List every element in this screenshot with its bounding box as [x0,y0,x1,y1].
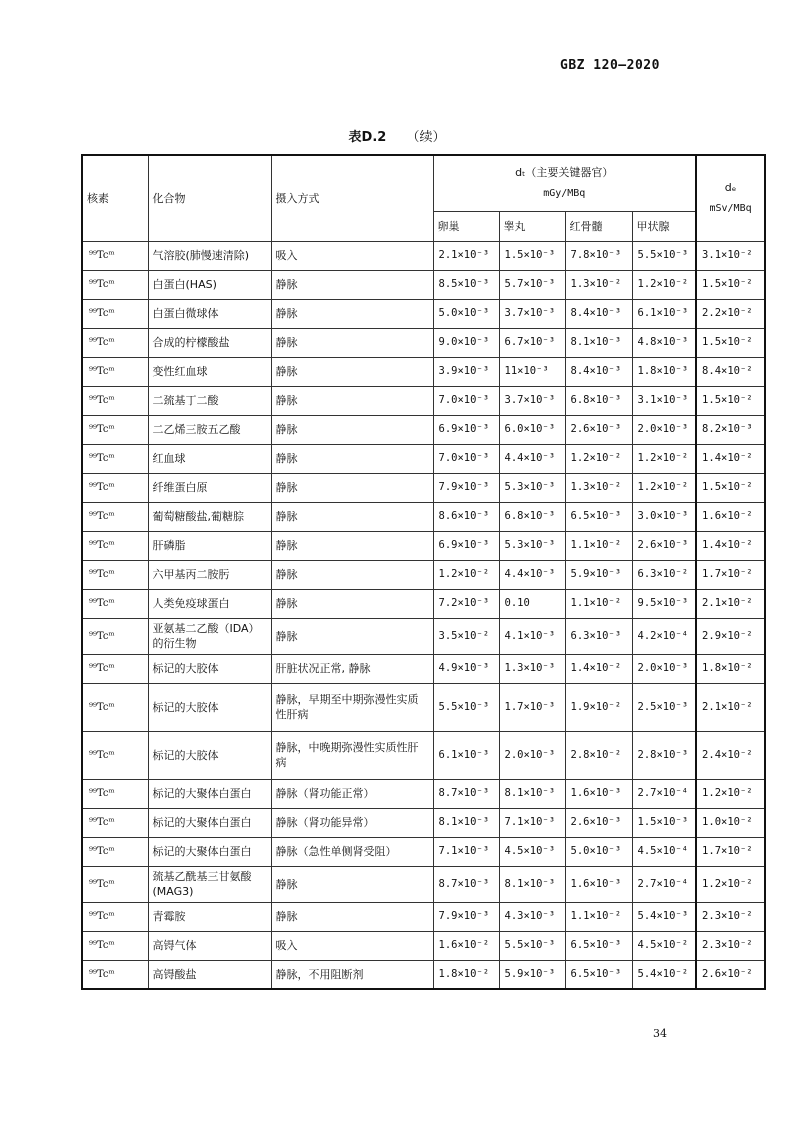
intake-cell: 静脉 [271,415,433,444]
intake-cell: 静脉 [271,560,433,589]
red-marrow-dose-cell: 1.6×10⁻³ [565,866,632,902]
thyroid-dose-cell: 2.8×10⁻³ [632,731,696,779]
thyroid-dose-cell: 5.4×10⁻³ [632,902,696,931]
effective-dose-cell: 1.2×10⁻² [696,779,765,808]
thyroid-dose-cell: 4.5×10⁻² [632,931,696,960]
red-marrow-dose-cell: 2.8×10⁻² [565,731,632,779]
effective-dose-cell: 8.2×10⁻³ [696,415,765,444]
compound-cell: 人类免疫球蛋白 [148,589,271,618]
red-marrow-dose-cell: 6.5×10⁻³ [565,502,632,531]
compound-cell: 标记的大聚体白蛋白 [148,837,271,866]
effective-dose-cell: 2.6×10⁻² [696,960,765,989]
compound-cell: 白蛋白微球体 [148,299,271,328]
ovary-dose-cell: 4.9×10⁻³ [433,654,499,683]
red-marrow-dose-cell: 8.1×10⁻³ [565,328,632,357]
red-marrow-dose-cell: 1.6×10⁻³ [565,779,632,808]
red-marrow-dose-cell: 7.8×10⁻³ [565,241,632,270]
table-row [82,473,765,502]
effective-dose-cell: 1.5×10⁻² [696,473,765,502]
table-row [82,415,765,444]
intake-cell: 静脉 [271,328,433,357]
effective-dose-cell: 1.7×10⁻² [696,560,765,589]
thyroid-dose-cell: 2.5×10⁻³ [632,683,696,731]
table-body [82,241,765,989]
table-row [82,357,765,386]
dt-description: （主要关键器官） [525,166,614,180]
ovary-dose-cell: 7.9×10⁻³ [433,902,499,931]
ovary-dose-cell: 7.2×10⁻³ [433,589,499,618]
compound-cell: 高锝酸盐 [148,960,271,989]
table-row [82,866,765,902]
nuclide-cell: ⁹⁹Tcᵐ [82,386,148,415]
intake-cell: 静脉（肾功能正常） [271,779,433,808]
thyroid-dose-cell: 4.2×10⁻⁴ [632,618,696,654]
nuclide-cell: ⁹⁹Tcᵐ [82,837,148,866]
header-effective-dose [696,155,765,241]
testis-dose-cell: 3.7×10⁻³ [499,299,565,328]
thyroid-dose-cell: 2.0×10⁻³ [632,415,696,444]
compound-cell: 青霉胺 [148,902,271,931]
thyroid-dose-cell: 5.4×10⁻² [632,960,696,989]
nuclide-cell: ⁹⁹Tcᵐ [82,931,148,960]
ovary-dose-cell: 8.5×10⁻³ [433,270,499,299]
compound-cell: 标记的大胶体 [148,731,271,779]
ovary-dose-cell: 1.6×10⁻² [433,931,499,960]
thyroid-dose-cell: 3.1×10⁻³ [632,386,696,415]
compound-cell: 标记的大胶体 [148,654,271,683]
effective-dose-cell: 2.2×10⁻² [696,299,765,328]
nuclide-cell: ⁹⁹Tcᵐ [82,357,148,386]
header-nuclide: 核素 [82,155,148,241]
ovary-dose-cell: 8.7×10⁻³ [433,779,499,808]
table-row [82,502,765,531]
table-row [82,328,765,357]
testis-dose-cell: 8.1×10⁻³ [499,866,565,902]
intake-cell: 静脉（急性单侧肾受阻） [271,837,433,866]
effective-dose-cell: 2.1×10⁻² [696,683,765,731]
thyroid-dose-cell: 6.1×10⁻³ [632,299,696,328]
testis-dose-cell: 5.3×10⁻³ [499,531,565,560]
header-thyroid: 甲状腺 [632,211,696,241]
red-marrow-dose-cell: 5.9×10⁻³ [565,560,632,589]
testis-dose-cell: 7.1×10⁻³ [499,808,565,837]
intake-cell: 静脉 [271,618,433,654]
ovary-dose-cell: 6.1×10⁻³ [433,731,499,779]
table-row [82,618,765,654]
intake-cell: 静脉，早期至中期弥漫性实质性肝病 [271,683,433,731]
compound-cell: 二巯基丁二酸 [148,386,271,415]
testis-dose-cell: 1.5×10⁻³ [499,241,565,270]
table-row [82,960,765,989]
red-marrow-dose-cell: 6.3×10⁻³ [565,618,632,654]
effective-dose-cell: 2.3×10⁻² [696,902,765,931]
nuclide-cell: ⁹⁹Tcᵐ [82,960,148,989]
header-testis: 睾丸 [499,211,565,241]
thyroid-dose-cell: 4.8×10⁻³ [632,328,696,357]
nuclide-cell: ⁹⁹Tcᵐ [82,502,148,531]
red-marrow-dose-cell: 1.1×10⁻² [565,589,632,618]
header-compound: 化合物 [148,155,271,241]
page-number: 34 [653,1027,667,1040]
thyroid-dose-cell: 1.2×10⁻² [632,473,696,502]
nuclide-cell: ⁹⁹Tcᵐ [82,560,148,589]
effective-dose-cell: 1.6×10⁻² [696,502,765,531]
nuclide-cell: ⁹⁹Tcᵐ [82,241,148,270]
intake-cell: 静脉 [271,502,433,531]
compound-cell: 六甲基丙二胺肟 [148,560,271,589]
table-row [82,731,765,779]
testis-dose-cell: 2.0×10⁻³ [499,731,565,779]
nuclide-cell: ⁹⁹Tcᵐ [82,444,148,473]
table-row [82,241,765,270]
intake-cell: 静脉（肾功能异常） [271,808,433,837]
compound-cell: 纤维蛋白原 [148,473,271,502]
nuclide-cell: ⁹⁹Tcᵐ [82,270,148,299]
ovary-dose-cell: 5.5×10⁻³ [433,683,499,731]
ovary-dose-cell: 7.9×10⁻³ [433,473,499,502]
header-red-marrow: 红骨髓 [565,211,632,241]
nuclide-cell: ⁹⁹Tcᵐ [82,866,148,902]
thyroid-dose-cell: 5.5×10⁻³ [632,241,696,270]
testis-dose-cell: 5.3×10⁻³ [499,473,565,502]
testis-dose-cell: 0.10 [499,589,565,618]
compound-cell: 肝磷脂 [148,531,271,560]
compound-cell: 高锝气体 [148,931,271,960]
ovary-dose-cell: 3.5×10⁻² [433,618,499,654]
compound-cell: 变性红血球 [148,357,271,386]
header-organ-dose [433,155,696,211]
red-marrow-dose-cell: 1.1×10⁻² [565,531,632,560]
nuclide-cell: ⁹⁹Tcᵐ [82,779,148,808]
table-row [82,560,765,589]
table-row [82,837,765,866]
effective-dose-cell: 1.8×10⁻² [696,654,765,683]
thyroid-dose-cell: 3.0×10⁻³ [632,502,696,531]
testis-dose-cell: 6.0×10⁻³ [499,415,565,444]
red-marrow-dose-cell: 6.5×10⁻³ [565,931,632,960]
compound-cell: 亚氨基二乙酸（IDA）的衍生物 [148,618,271,654]
intake-cell: 静脉 [271,866,433,902]
nuclide-cell: ⁹⁹Tcᵐ [82,473,148,502]
red-marrow-dose-cell: 2.6×10⁻³ [565,808,632,837]
nuclide-cell: ⁹⁹Tcᵐ [82,683,148,731]
ovary-dose-cell: 8.1×10⁻³ [433,808,499,837]
intake-cell: 静脉，不用阻断剂 [271,960,433,989]
thyroid-dose-cell: 1.5×10⁻³ [632,808,696,837]
red-marrow-dose-cell: 1.9×10⁻² [565,683,632,731]
effective-dose-cell: 2.1×10⁻² [696,589,765,618]
table-row [82,683,765,731]
ovary-dose-cell: 7.0×10⁻³ [433,386,499,415]
compound-cell: 气溶胶(肺慢速清除) [148,241,271,270]
ovary-dose-cell: 1.8×10⁻² [433,960,499,989]
effective-dose-cell: 1.4×10⁻² [696,444,765,473]
effective-dose-cell: 1.0×10⁻² [696,808,765,837]
dt-unit: mGy/MBq [543,188,586,200]
intake-cell: 静脉 [271,357,433,386]
ovary-dose-cell: 7.1×10⁻³ [433,837,499,866]
ovary-dose-cell: 7.0×10⁻³ [433,444,499,473]
nuclide-cell: ⁹⁹Tcᵐ [82,902,148,931]
thyroid-dose-cell: 2.7×10⁻⁴ [632,866,696,902]
header-ovary: 卵巢 [433,211,499,241]
table-row [82,444,765,473]
red-marrow-dose-cell: 2.6×10⁻³ [565,415,632,444]
dt-symbol: dₜ [515,166,526,180]
compound-cell: 二乙烯三胺五乙酸 [148,415,271,444]
testis-dose-cell: 11×10⁻³ [499,357,565,386]
testis-dose-cell: 4.1×10⁻³ [499,618,565,654]
effective-dose-cell: 1.5×10⁻² [696,270,765,299]
thyroid-dose-cell: 4.5×10⁻⁴ [632,837,696,866]
red-marrow-dose-cell: 5.0×10⁻³ [565,837,632,866]
intake-cell: 静脉 [271,473,433,502]
effective-dose-cell: 8.4×10⁻² [696,357,765,386]
ovary-dose-cell: 8.6×10⁻³ [433,502,499,531]
table-row [82,808,765,837]
intake-cell: 静脉 [271,444,433,473]
table-row [82,531,765,560]
nuclide-cell: ⁹⁹Tcᵐ [82,415,148,444]
nuclide-cell: ⁹⁹Tcᵐ [82,531,148,560]
ovary-dose-cell: 6.9×10⁻³ [433,415,499,444]
table-caption [0,126,794,145]
ovary-dose-cell: 9.0×10⁻³ [433,328,499,357]
compound-cell: 标记的大胶体 [148,683,271,731]
testis-dose-cell: 5.9×10⁻³ [499,960,565,989]
table-row [82,299,765,328]
ovary-dose-cell: 8.7×10⁻³ [433,866,499,902]
nuclide-cell: ⁹⁹Tcᵐ [82,654,148,683]
red-marrow-dose-cell: 1.3×10⁻² [565,473,632,502]
effective-dose-cell: 1.5×10⁻² [696,386,765,415]
red-marrow-dose-cell: 8.4×10⁻³ [565,357,632,386]
effective-dose-cell: 1.4×10⁻² [696,531,765,560]
nuclide-cell: ⁹⁹Tcᵐ [82,731,148,779]
nuclide-cell: ⁹⁹Tcᵐ [82,328,148,357]
de-unit: mSv/MBq [709,203,752,215]
red-marrow-dose-cell: 8.4×10⁻³ [565,299,632,328]
compound-cell: 合成的柠檬酸盐 [148,328,271,357]
intake-cell: 吸入 [271,931,433,960]
testis-dose-cell: 6.8×10⁻³ [499,502,565,531]
effective-dose-cell: 1.5×10⁻² [696,328,765,357]
testis-dose-cell: 4.5×10⁻³ [499,837,565,866]
nuclide-cell: ⁹⁹Tcᵐ [82,808,148,837]
effective-dose-cell: 3.1×10⁻² [696,241,765,270]
compound-cell: 红血球 [148,444,271,473]
testis-dose-cell: 3.7×10⁻³ [499,386,565,415]
thyroid-dose-cell: 1.2×10⁻² [632,270,696,299]
effective-dose-cell: 2.3×10⁻² [696,931,765,960]
thyroid-dose-cell: 6.3×10⁻² [632,560,696,589]
red-marrow-dose-cell: 6.5×10⁻³ [565,960,632,989]
testis-dose-cell: 1.3×10⁻³ [499,654,565,683]
nuclide-cell: ⁹⁹Tcᵐ [82,589,148,618]
nuclide-cell: ⁹⁹Tcᵐ [82,299,148,328]
thyroid-dose-cell: 1.8×10⁻³ [632,357,696,386]
header-intake: 摄入方式 [271,155,433,241]
red-marrow-dose-cell: 6.8×10⁻³ [565,386,632,415]
red-marrow-dose-cell: 1.1×10⁻² [565,902,632,931]
intake-cell: 静脉，中晚期弥漫性实质性肝病 [271,731,433,779]
intake-cell: 静脉 [271,386,433,415]
thyroid-dose-cell: 9.5×10⁻³ [632,589,696,618]
ovary-dose-cell: 6.9×10⁻³ [433,531,499,560]
dose-table [81,154,766,990]
testis-dose-cell: 6.7×10⁻³ [499,328,565,357]
red-marrow-dose-cell: 1.3×10⁻² [565,270,632,299]
ovary-dose-cell: 5.0×10⁻³ [433,299,499,328]
intake-cell: 静脉 [271,531,433,560]
standard-code: GBZ 120—2020 [560,58,660,73]
ovary-dose-cell: 2.1×10⁻³ [433,241,499,270]
testis-dose-cell: 4.4×10⁻³ [499,560,565,589]
table-row [82,270,765,299]
testis-dose-cell: 8.1×10⁻³ [499,779,565,808]
intake-cell: 静脉 [271,589,433,618]
intake-cell: 静脉 [271,270,433,299]
compound-cell: 葡萄糖酸盐,葡糖腙 [148,502,271,531]
caption-continued: （续） [406,130,446,145]
thyroid-dose-cell: 1.2×10⁻² [632,444,696,473]
table-row [82,386,765,415]
table-row [82,931,765,960]
effective-dose-cell: 1.2×10⁻² [696,866,765,902]
effective-dose-cell: 2.4×10⁻² [696,731,765,779]
thyroid-dose-cell: 2.0×10⁻³ [632,654,696,683]
thyroid-dose-cell: 2.7×10⁻⁴ [632,779,696,808]
caption-label: 表D.2 [348,130,387,145]
testis-dose-cell: 4.4×10⁻³ [499,444,565,473]
thyroid-dose-cell: 2.6×10⁻³ [632,531,696,560]
ovary-dose-cell: 1.2×10⁻² [433,560,499,589]
red-marrow-dose-cell: 1.4×10⁻² [565,654,632,683]
compound-cell: 标记的大聚体白蛋白 [148,808,271,837]
nuclide-cell: ⁹⁹Tcᵐ [82,618,148,654]
red-marrow-dose-cell: 1.2×10⁻² [565,444,632,473]
table-row [82,779,765,808]
compound-cell: 巯基乙酰基三甘氨酸(MAG3) [148,866,271,902]
compound-cell: 白蛋白(HAS) [148,270,271,299]
intake-cell: 静脉 [271,299,433,328]
de-symbol: dₑ [724,181,737,195]
effective-dose-cell: 2.9×10⁻² [696,618,765,654]
intake-cell: 吸入 [271,241,433,270]
table-row [82,902,765,931]
ovary-dose-cell: 3.9×10⁻³ [433,357,499,386]
intake-cell: 肝脏状况正常, 静脉 [271,654,433,683]
testis-dose-cell: 1.7×10⁻³ [499,683,565,731]
testis-dose-cell: 5.7×10⁻³ [499,270,565,299]
testis-dose-cell: 4.3×10⁻³ [499,902,565,931]
effective-dose-cell: 1.7×10⁻² [696,837,765,866]
intake-cell: 静脉 [271,902,433,931]
table-row [82,654,765,683]
table-row [82,589,765,618]
testis-dose-cell: 5.5×10⁻³ [499,931,565,960]
compound-cell: 标记的大聚体白蛋白 [148,779,271,808]
